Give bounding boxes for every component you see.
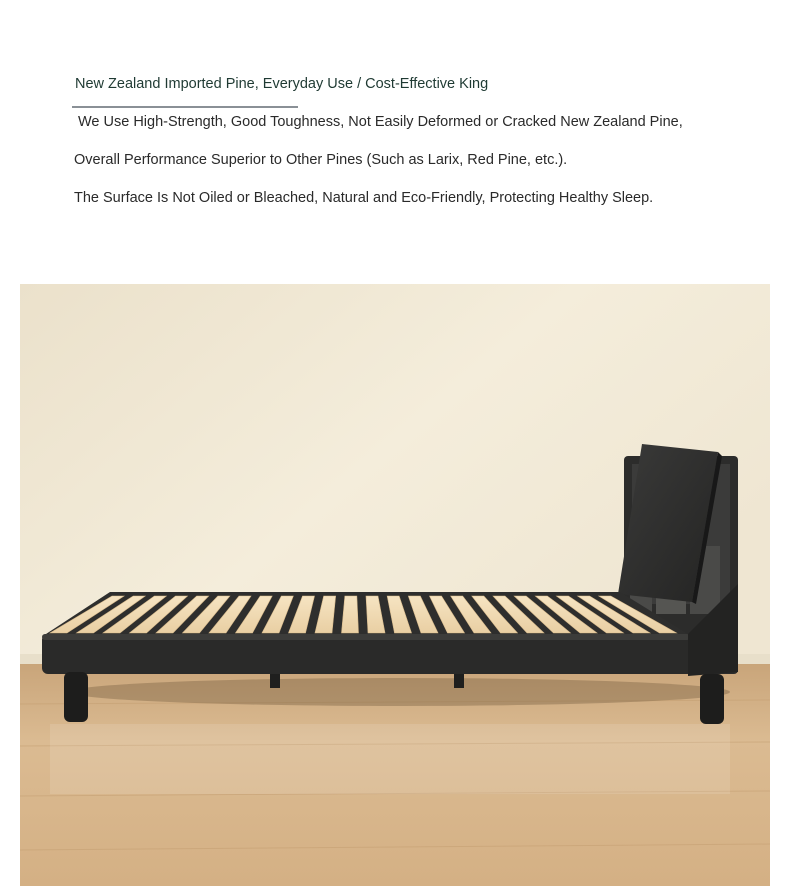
bed-frame-image bbox=[20, 284, 770, 886]
description-line-2: Overall Performance Superior to Other Pines (Such as Larix, Red Pine, etc.). bbox=[74, 152, 568, 168]
heading-underline bbox=[72, 106, 298, 108]
section-heading: New Zealand Imported Pine, Everyday Use / Cost-Effective King bbox=[75, 76, 489, 92]
description-line-3: The Surface Is Not Oiled or Bleached, Natural and Eco-Friendly, Protecting Healthy Sleep. bbox=[74, 190, 654, 206]
description-line-1: We Use High-Strength, Good Toughness, Not Easily Deformed or Cracked New Zealand Pine, bbox=[78, 114, 683, 130]
product-photo bbox=[20, 284, 770, 886]
slat bbox=[342, 596, 359, 633]
